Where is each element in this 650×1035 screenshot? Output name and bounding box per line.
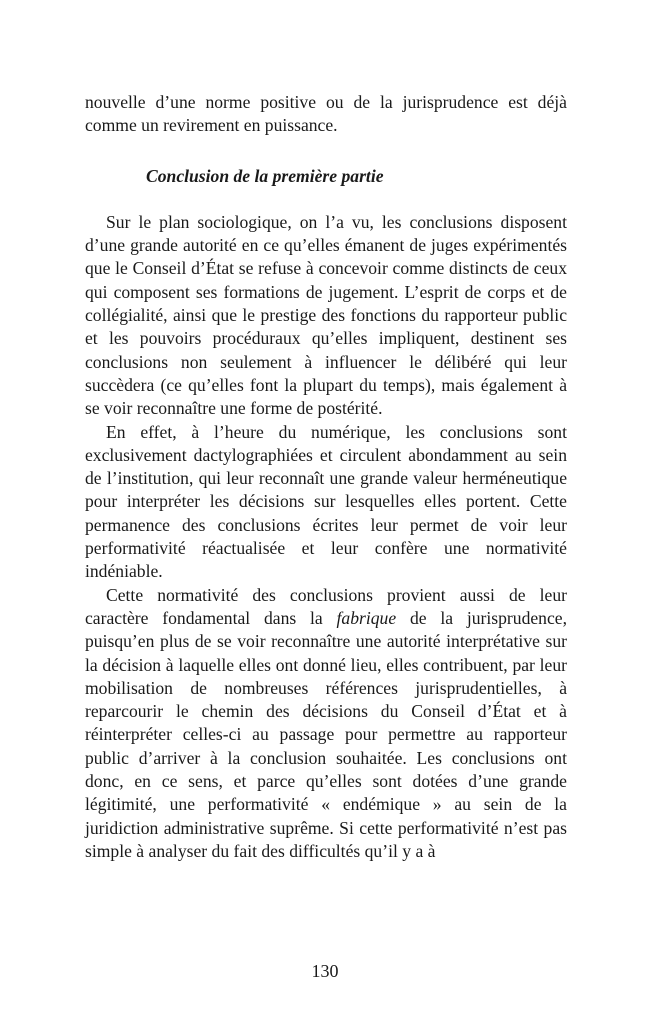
paragraph-3 <box>85 584 567 864</box>
paragraph-1: Sur le plan sociologique, on l’a vu, les conclusions disposent d’une grande autorité en ce qu’elles émanent de juges expérimentés que le Conseil d’État se refuse à concevoir comme distincts de ceux qui composent ses formations de jugement. L’esprit de corps et de collégialité, ainsi que le prestige des fonctions du rapporteur public et les pouvoirs procéduraux qu’elles impliquent, destinent ses conclusions non seulement à influencer le délibéré qui leur succèdera (ce qu’elles font la plupart du temps), mais également à se voir reconnaître une forme de postérité. <box>85 211 567 419</box>
paragraph-3-text-end: de la jurisprudence, puisqu’en plus de se voir reconnaître une autorité interprétative sur la décision à laquelle elles ont donné lieu, elles contribuent, par leur mobilisation de nombreuses références jurisprudentielles, à reparcourir le chemin des décisions du Conseil d’État et à réinterpréter celles-ci au passage pour permettre au rapporteur public d’arriver à la conclusion souhaitée. Les conclusions ont donc, en ce sens, et parce qu’elles sont dotées d’une grande légitimité, une performativité « endémique » au sein de la juridiction administrative suprême. Si cette performativité n’est pas simple à analyser du fait des difficultés qu’il y a à <box>85 607 567 861</box>
opening-paragraph: nouvelle d’une norme positive ou de la jurisprudence est déjà comme un revirement en puissance. <box>85 92 567 136</box>
section-heading: Conclusion de la première partie <box>146 165 384 186</box>
page-number: 130 <box>311 961 339 981</box>
paragraph-3-emphasis: fabrique <box>336 607 397 628</box>
paragraph-2: En effet, à l’heure du numérique, les conclusions sont exclusivement dactylographiées et circulent abondamment au sein de l’institution, qui leur reconnaît une grande valeur herméneutique pour interpréter les décisions sur lesquelles elles portent. Cette permanence des conclusions écrites leur permet de voir leur performativité réactualisée et leur confère une normativité indéniable. <box>85 421 567 582</box>
paragraph-3-text-start: Cette normativité des conclusions provient aussi de leur caractère fondamental dans la <box>85 584 567 628</box>
page-body <box>85 91 567 863</box>
